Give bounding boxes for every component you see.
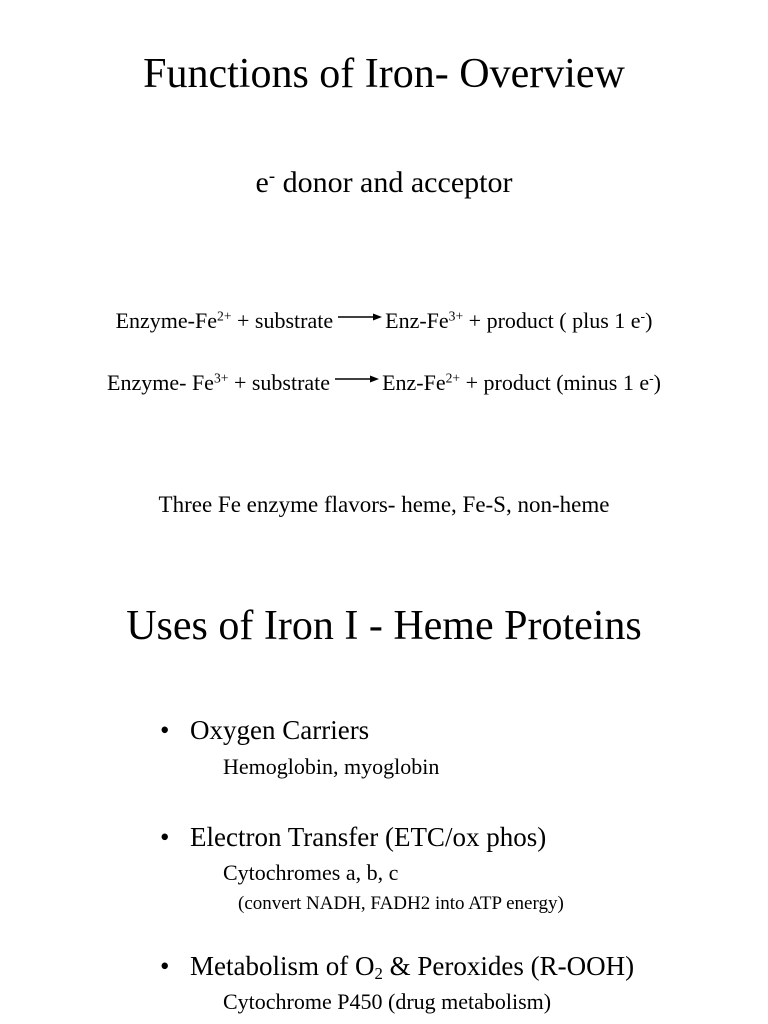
eq2-lhs-charge: 3+ xyxy=(213,370,229,386)
subtitle-text: donor and acceptor xyxy=(275,166,513,199)
eq2-lhs-substrate: + substrate xyxy=(228,370,331,395)
eq1-rhs-charge: 3+ xyxy=(448,308,464,324)
eq1-rhs-enzyme: Enz-Fe xyxy=(385,308,449,333)
eq1-lhs-substrate: + substrate xyxy=(231,308,334,333)
eq1-lhs-charge: 2+ xyxy=(217,308,232,324)
eq2-lhs-enzyme: Enzyme- Fe xyxy=(107,370,214,395)
eq2-rhs-charge: 2+ xyxy=(445,370,461,386)
sub-note-atp: (convert NADH, FADH2 into ATP energy) xyxy=(238,893,564,914)
eq2-rhs-product: + product (minus 1 e xyxy=(460,370,650,395)
eq2-rhs-enzyme: Enz-Fe xyxy=(382,370,446,395)
equation-oxidation xyxy=(0,306,768,336)
bullet-icon: • xyxy=(160,715,170,745)
sub-item-p450: Cytochrome P450 (drug metabolism) xyxy=(223,989,552,1014)
eq1-close-paren: ) xyxy=(645,308,653,333)
eq2-electron-charge: - xyxy=(649,370,654,386)
right-arrow-icon xyxy=(335,374,379,384)
eq1-lhs-enzyme: Enzyme-Fe xyxy=(115,308,217,333)
subtitle-e-charge: - xyxy=(268,165,276,187)
eq1-electron-charge: - xyxy=(640,308,646,324)
bullet-text-b: & Peroxides (R-OOH) xyxy=(382,951,635,981)
sub-item-cytochromes: Cytochromes a, b, c xyxy=(223,860,399,885)
eq2-close-paren: ) xyxy=(653,370,661,395)
bullet-electron-transfer xyxy=(160,820,546,854)
right-arrow-icon xyxy=(338,312,382,322)
equation-reduction xyxy=(0,368,768,398)
slide-title-heme-proteins: Uses of Iron I - Heme Proteins xyxy=(126,603,642,649)
oxygen-subscript: 2 xyxy=(374,964,383,984)
subtitle-e: e xyxy=(255,166,269,199)
eq1-rhs-product: + product ( plus 1 e xyxy=(463,308,641,333)
bullet-text: Electron Transfer (ETC/ox phos) xyxy=(190,822,547,852)
slide-title-functions: Functions of Iron- Overview xyxy=(143,51,625,97)
bullet-icon: • xyxy=(160,822,170,852)
subtitle-electron-donor-acceptor xyxy=(0,164,768,202)
bullet-icon: • xyxy=(160,951,170,981)
bullet-oxygen-carriers xyxy=(160,713,369,747)
bullet-text: Oxygen Carriers xyxy=(190,715,370,745)
bullet-metabolism xyxy=(160,949,634,983)
enzyme-flavors-text: Three Fe enzyme flavors- heme, Fe-S, non-heme xyxy=(158,492,610,517)
sub-item-hemoglobin: Hemoglobin, myoglobin xyxy=(223,754,440,779)
bullet-text-a: Metabolism of O xyxy=(190,951,375,981)
